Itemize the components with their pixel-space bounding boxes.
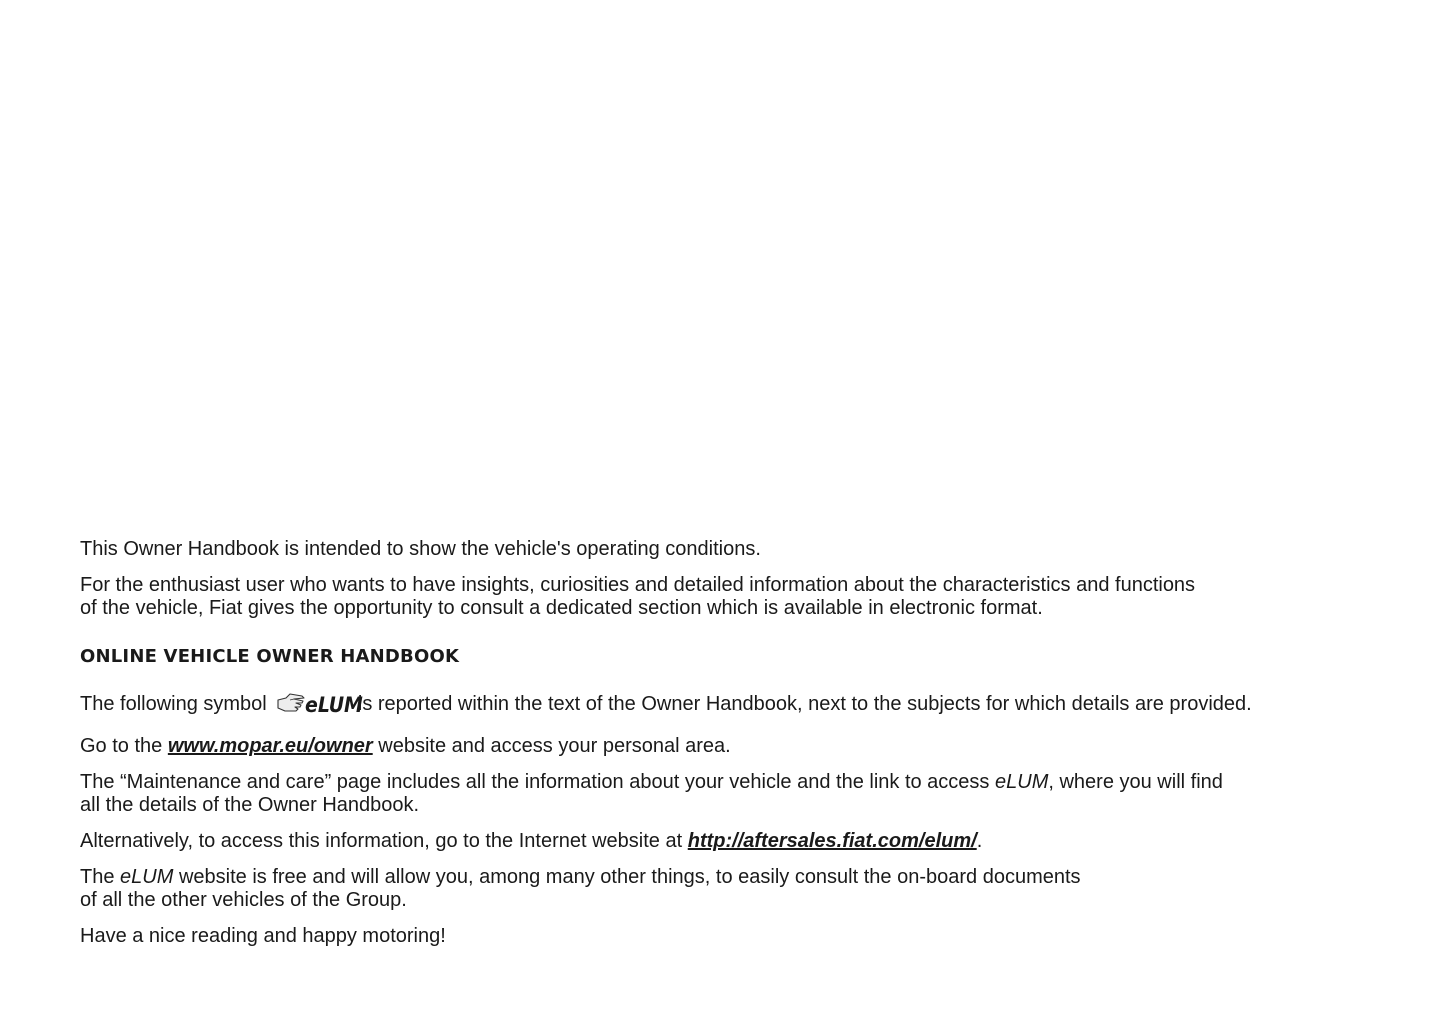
maintenance-line-2: all the details of the Owner Handbook. — [80, 794, 420, 816]
symbol-paragraph — [80, 690, 1380, 722]
section-heading: ONLINE VEHICLE OWNER HANDBOOK — [80, 646, 460, 667]
elum-paragraph — [80, 866, 1380, 912]
elum-emphasis: eLUM — [995, 771, 1049, 793]
enthusiast-text-line-1: For the enthusiast user who wants to have insights, curiosities and detailed information about the characteristics and functions — [80, 574, 1196, 596]
elum-line-2: of all the other vehicles of the Group. — [80, 889, 407, 911]
enthusiast-paragraph — [80, 574, 1380, 620]
elum-text-pre: The — [80, 866, 115, 888]
pointing-hand-icon — [276, 690, 364, 722]
elum-emphasis: eLUM — [120, 866, 174, 888]
maintenance-line-1 — [80, 771, 1380, 794]
goto-text-post: website and access your personal area. — [378, 735, 731, 757]
handbook-page — [80, 538, 1380, 961]
maintenance-text-pre: The “Maintenance and care” page includes all the information about your vehicle and the link to access — [80, 771, 990, 793]
symbol-text-pre: The following symbol — [80, 693, 267, 715]
intro-paragraph — [80, 538, 1380, 561]
enthusiast-text-line-2: of the vehicle, Fiat gives the opportunity to consult a dedicated section which is available in electronic format. — [80, 597, 1043, 619]
closing-text: Have a nice reading and happy motoring! — [80, 925, 446, 947]
alternative-paragraph — [80, 830, 1380, 853]
elum-line-1 — [80, 866, 1380, 889]
alternative-text-pre: Alternatively, to access this information, go to the Internet website at — [80, 830, 683, 852]
closing-paragraph — [80, 925, 1380, 948]
goto-paragraph — [80, 735, 1380, 758]
mopar-owner-link[interactable]: www.mopar.eu/owner — [167, 735, 373, 757]
aftersales-elum-link[interactable]: http://aftersales.fiat.com/elum/ — [687, 830, 977, 852]
alternative-text-post: . — [976, 830, 983, 852]
goto-text-pre: Go to the — [80, 735, 163, 757]
maintenance-text-post: , where you will find — [1048, 771, 1223, 793]
elum-text-post: website is free and will allow you, among many other things, to easily consult the on-board documents — [178, 866, 1081, 888]
maintenance-paragraph — [80, 771, 1380, 817]
symbol-text-post: is reported within the text of the Owner Handbook, next to the subjects for which details are provided. — [357, 693, 1252, 715]
intro-text: This Owner Handbook is intended to show the vehicle's operating conditions. — [80, 538, 761, 560]
svg-text:eLUM: eLUM — [305, 693, 364, 717]
